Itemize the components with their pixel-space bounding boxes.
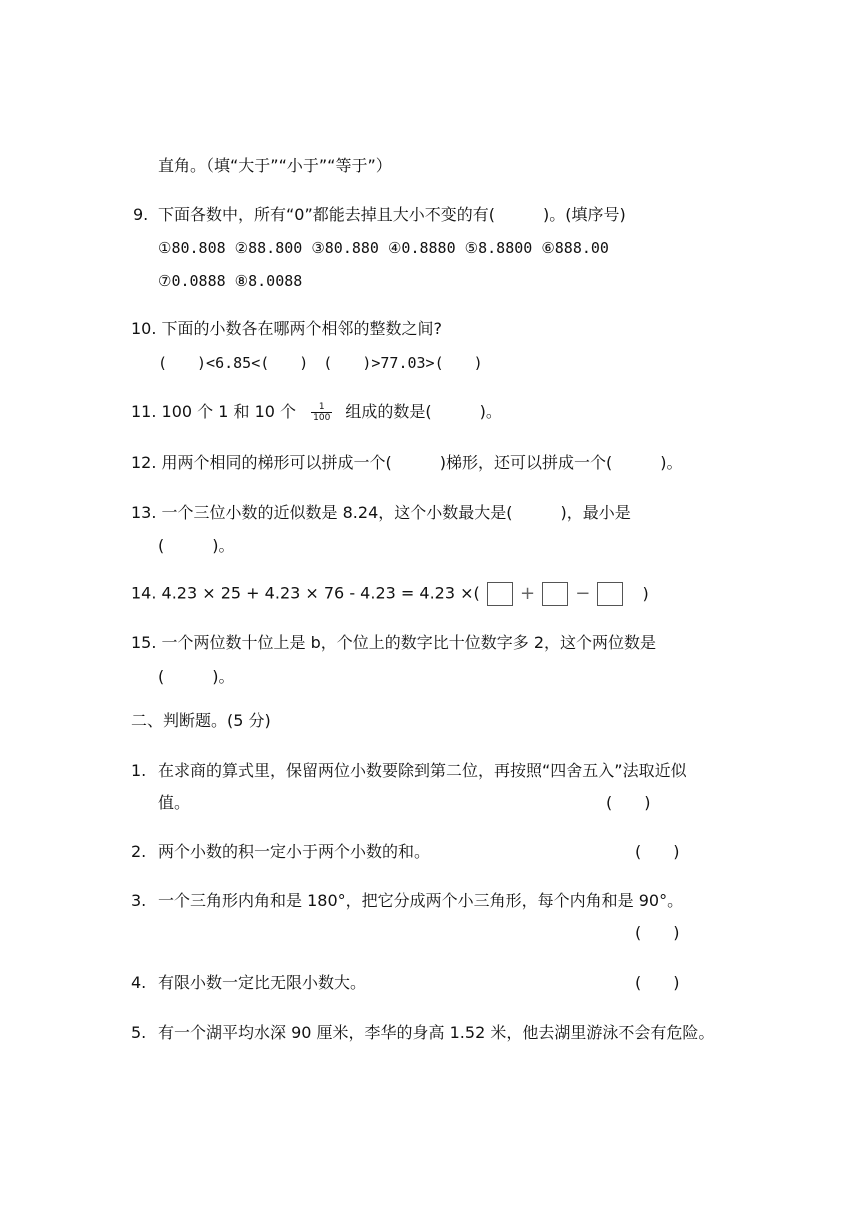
q9-options-2: ⑦0.0888 ⑧8.0088 <box>158 272 303 290</box>
q12-text: 12. 用两个相同的梯形可以拼成一个( )梯形，还可以拼成一个( )。 <box>131 453 683 472</box>
j4-number: 4. <box>131 973 147 992</box>
q14-box-3[interactable] <box>597 582 623 606</box>
q11-fraction <box>311 402 332 423</box>
j4-text: 有限小数一定比无限小数大。 <box>158 973 367 992</box>
q14-box-2[interactable] <box>542 582 568 606</box>
j3-number: 3. <box>131 891 147 910</box>
q10-blanks: ( )<6.85<( ) ( )>77.03>( ) <box>158 354 483 372</box>
q14-suffix: ) <box>642 583 649 603</box>
j1-answer-paren: ( ) <box>606 793 651 812</box>
line-8-tail: 直角。（填“大于”“小于”“等于”） <box>158 156 392 175</box>
j5-number: 5. <box>131 1023 147 1042</box>
q14-plus-sign: + <box>519 583 536 604</box>
q13-text: 13. 一个三位小数的近似数是 8.24，这个小数最大是( )，最小是 <box>131 503 631 522</box>
q15-continuation: ( )。 <box>158 667 235 686</box>
q13-continuation: ( )。 <box>158 536 235 555</box>
j5-text: 有一个湖平均水深 90 厘米，李华的身高 1.52 米，他去湖里游泳不会有危险。 <box>158 1023 715 1042</box>
q11-fraction-numerator: 1 <box>311 402 332 413</box>
q10-text: 10. 下面的小数各在哪两个相邻的整数之间? <box>131 319 443 338</box>
q14-minus-sign: − <box>575 583 591 604</box>
q11-suffix: 组成的数是( )。 <box>345 402 502 421</box>
j2-answer-paren: ( ) <box>635 842 680 861</box>
q9-text: 下面各数中，所有“0”都能去掉且大小不变的有( )。(填序号) <box>158 205 626 224</box>
q11-prefix: 11. 100 个 1 和 10 个 <box>131 402 297 421</box>
q9-options-1: ①80.808 ②88.800 ③80.880 ④0.8880 ⑤8.8800 ⑥888.00 <box>158 239 609 257</box>
j3-answer-paren: ( ) <box>635 923 680 942</box>
j4-answer-paren: ( ) <box>635 973 680 992</box>
q14-line <box>131 582 649 606</box>
j2-number: 2. <box>131 842 147 861</box>
j3-text: 一个三角形内角和是 180°，把它分成两个小三角形，每个内角和是 90°。 <box>158 891 684 910</box>
q11-fraction-denominator: 100 <box>313 413 331 423</box>
q14-prefix: 14. 4.23 × 25 + 4.23 × 76 - 4.23 = 4.23 ×( <box>131 583 480 603</box>
q15-text: 15. 一个两位数十位上是 b，个位上的数字比十位数字多 2，这个两位数是 <box>131 633 657 652</box>
j1-continuation: 值。 <box>158 793 191 812</box>
j1-text: 在求商的算式里，保留两位小数要除到第二位，再按照“四舍五入”法取近似 <box>158 761 687 780</box>
j2-text: 两个小数的积一定小于两个小数的和。 <box>158 842 431 861</box>
section-2-title: 二、判断题。(5 分) <box>131 711 271 730</box>
j1-number: 1. <box>131 761 147 780</box>
q14-box-1[interactable] <box>487 582 513 606</box>
q9-number: 9. <box>133 205 149 224</box>
q11-line <box>131 401 502 423</box>
